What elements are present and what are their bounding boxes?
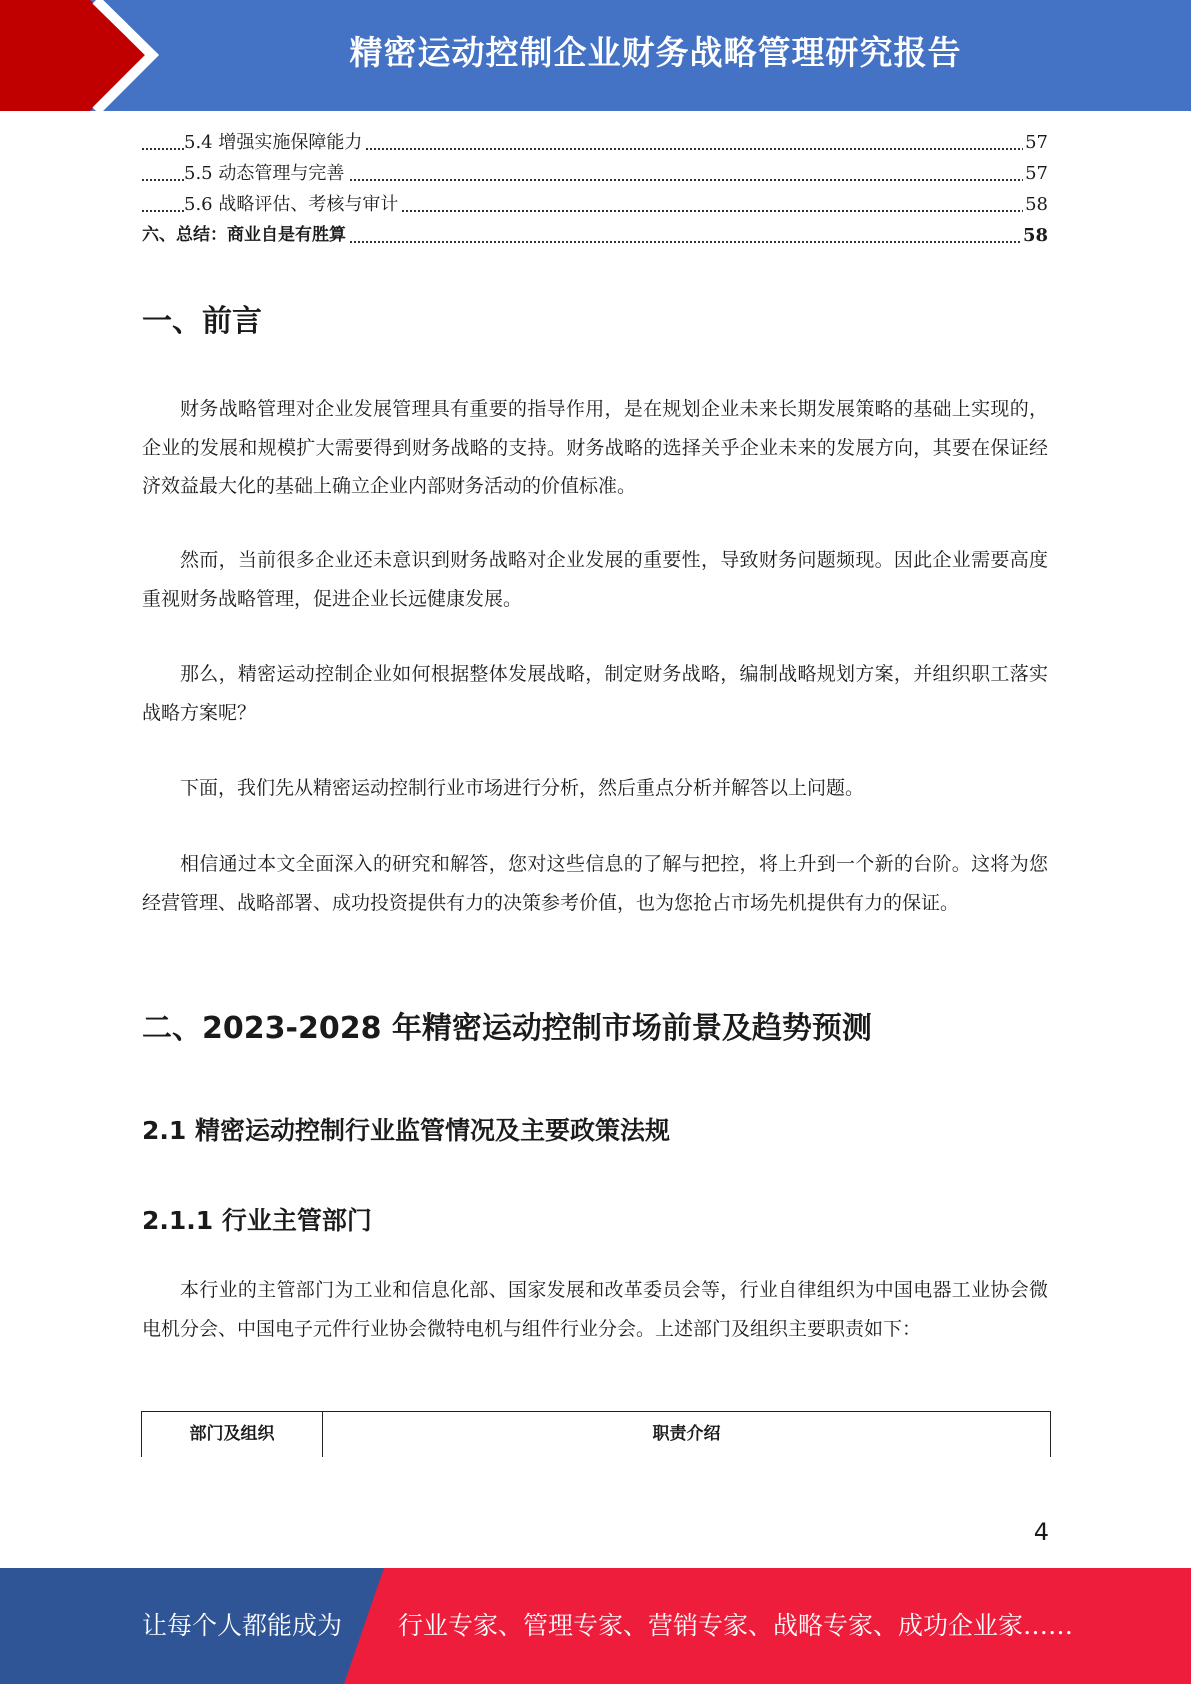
header-banner [0,0,1191,111]
table-header-cell: 部门及组织 [142,1412,323,1457]
footer-banner [0,1568,1191,1684]
toc-item-page: 58 [1023,189,1048,220]
toc-item[interactable] [142,158,1048,189]
section-heading: 二、2023-2028 年精密运动控制市场前景及趋势预测 [142,1011,872,1046]
toc-item[interactable] [142,127,1048,158]
paragraph: 那么，精密运动控制企业如何根据整体发展战略，制定财务战略，编制战略规划方案，并组织职工落实战略方案呢？ [142,663,1048,724]
toc-item-label: 5.6 战略评估、考核与审计 [184,189,402,220]
toc-item[interactable] [142,220,1048,251]
toc-item-label: 六、总结：商业自是有胜算 [142,220,350,251]
toc-item[interactable] [142,189,1048,220]
responsibility-table [141,1411,1051,1457]
subsubsection-heading: 2.1.1 行业主管部门 [142,1206,372,1235]
footer-slogan-left: 让每个人都能成为 [142,1611,343,1640]
paragraph: 下面，我们先从精密运动控制行业市场进行分析，然后重点分析并解答以上问题。 [180,777,865,799]
toc-item-page: 58 [1021,220,1048,251]
paragraph: 然而，当前很多企业还未意识到财务战略对企业发展的重要性，导致财务问题频现。因此企业需要高度重视财务战略管理，促进企业长远健康发展。 [142,549,1048,610]
table-of-contents [142,127,1048,251]
report-title: 精密运动控制企业财务战略管理研究报告 [349,33,962,72]
toc-item-label: 5.4 增强实施保障能力 [184,127,366,158]
toc-item-page: 57 [1023,158,1048,189]
toc-item-label: 5.5 动态管理与完善 [184,158,348,189]
paragraph: 相信通过本文全面深入的研究和解答，您对这些信息的了解与把控，将上升到一个新的台阶。这将为您经营管理、战略部署、成功投资提供有力的决策参考价值，也为您抢占市场先机提供有力的保证。 [142,853,1048,914]
table-header-cell: 职责介绍 [652,1424,721,1444]
section-heading: 一、前言 [142,304,262,339]
paragraph: 财务战略管理对企业发展管理具有重要的指导作用，是在规划企业未来长期发展策略的基础上实现的，企业的发展和规模扩大需要得到财务战略的支持。财务战略的选择关乎企业未来的发展方向，其要在保证经济效益最大化的基础上确立企业内部财务活动的价值标准。 [142,398,1048,497]
paragraph: 本行业的主管部门为工业和信息化部、国家发展和改革委员会等，行业自律组织为中国电器工业协会微电机分会、中国电子元件行业协会微特电机与组件行业分会。上述部门及组织主要职责如下： [142,1279,1048,1340]
page-number: 4 [1033,1518,1049,1546]
toc-item-page: 57 [1023,127,1048,158]
footer-slogan-right: 行业专家、管理专家、营销专家、战略专家、成功企业家…… [398,1611,1074,1640]
subsection-heading: 2.1 精密运动控制行业监管情况及主要政策法规 [142,1116,670,1145]
